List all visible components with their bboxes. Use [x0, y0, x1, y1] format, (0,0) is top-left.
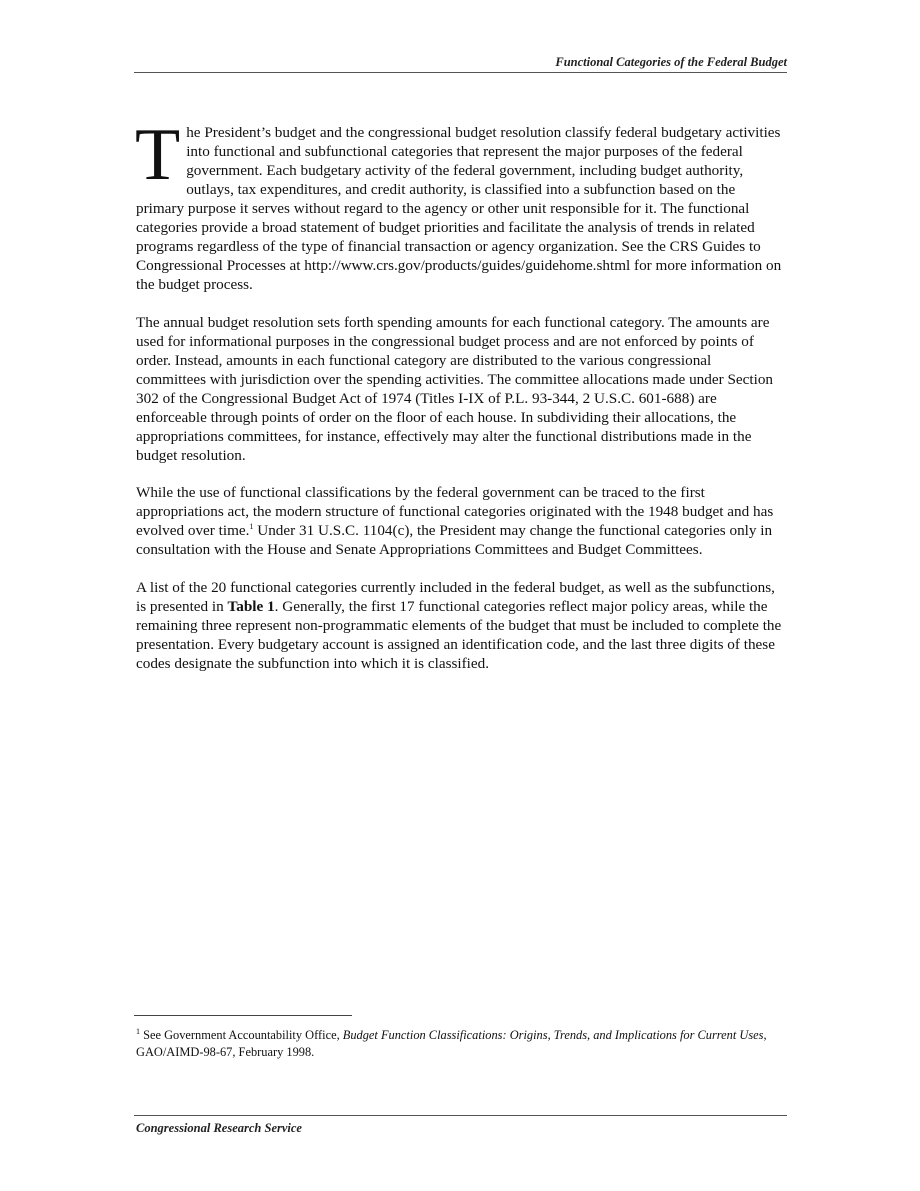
footnote-tail: , GAO/AIMD-98-67, February 1998. — [136, 1028, 767, 1059]
paragraph-1-text: he President’s budget and the congressional budget resolution classify federal budgetary activities into functional and subfunctional categories that represent the major purposes of the federal government. Each budgetary activity of the federal government, including budget authority, outlays, tax expenditures, and credit authority, is classified into a subfunction based on the primary purpose it serves without regard to the agency or other unit responsible for it. The functional categories provide a broad statement of budget priorities and facilitate the analysis of trends in related programs regardless of the type of financial transaction or agency organization. See the CRS Guides to Congressional Processes at http://www.crs.gov/products/guides/guidehome.shtml for more information on the budget process. — [136, 124, 782, 293]
paragraph-3 — [136, 483, 784, 559]
footnote-ref[interactable]: 1 — [249, 521, 254, 531]
footnote-number: 1 — [136, 1026, 140, 1036]
footer-rule — [134, 1115, 787, 1116]
footnote-cited-title: Budget Function Classifications: Origins, Trends, and Implications for Current Uses — [342, 1028, 764, 1042]
paragraph-4-start: A list of the 20 functional categories currently included in the federal budget, as well as the subfunctions, is presented in — [136, 578, 775, 615]
footnote-rule — [134, 1015, 352, 1016]
paragraph-2: The annual budget resolution sets forth spending amounts for each functional category. The amounts are used for informational purposes in the congressional budget process and are not enforced by points of order. Instead, amounts in each functional category are distributed to the various congressional committees with jurisdiction over the spending activities. The committee allocations made under Section 302 of the Congressional Budget Act of 1974 (Titles I-IX of P.L. 93-344, 2 U.S.C. 601-688) are enforceable through points of order on the floor of each house. In subdividing their allocations, the appropriations committees, for instance, effectively may alter the functional distributions made in the budget resolution. — [136, 313, 774, 464]
header-rule — [134, 72, 787, 73]
paragraph-1 — [135, 114, 784, 294]
paragraph-4 — [136, 578, 784, 673]
paragraph-4-end: . Generally, the first 17 functional categories reflect major policy areas, while the remaining three represent non-programmatic elements of the budget that must be included to complete the presentation. Every budgetary account is assigned an identification code, and the last three digits of these codes designate the subfunction into which it is classified. — [136, 597, 782, 672]
footer-publisher: Congressional Research Service — [136, 1121, 302, 1135]
paragraph-3-end: Under 31 U.S.C. 1104(c), the President may change the functional categories only in consultation with the House and Senate Appropriations Committees and Budget Committees. — [136, 522, 773, 558]
running-header-title: Functional Categories of the Federal Budget — [555, 55, 787, 69]
footnote-lead: See Government Accountability Office, — [140, 1028, 343, 1042]
footnote — [136, 1027, 776, 1060]
paragraph-3-start: While the use of functional classifications by the federal government can be traced to the first appropriations act, the modern structure of functional categories originated with the 1948 budget and has evolved over time. — [136, 484, 774, 539]
drop-cap: T — [135, 114, 181, 196]
main-body — [135, 114, 784, 691]
table-reference: Table 1 — [227, 597, 275, 615]
